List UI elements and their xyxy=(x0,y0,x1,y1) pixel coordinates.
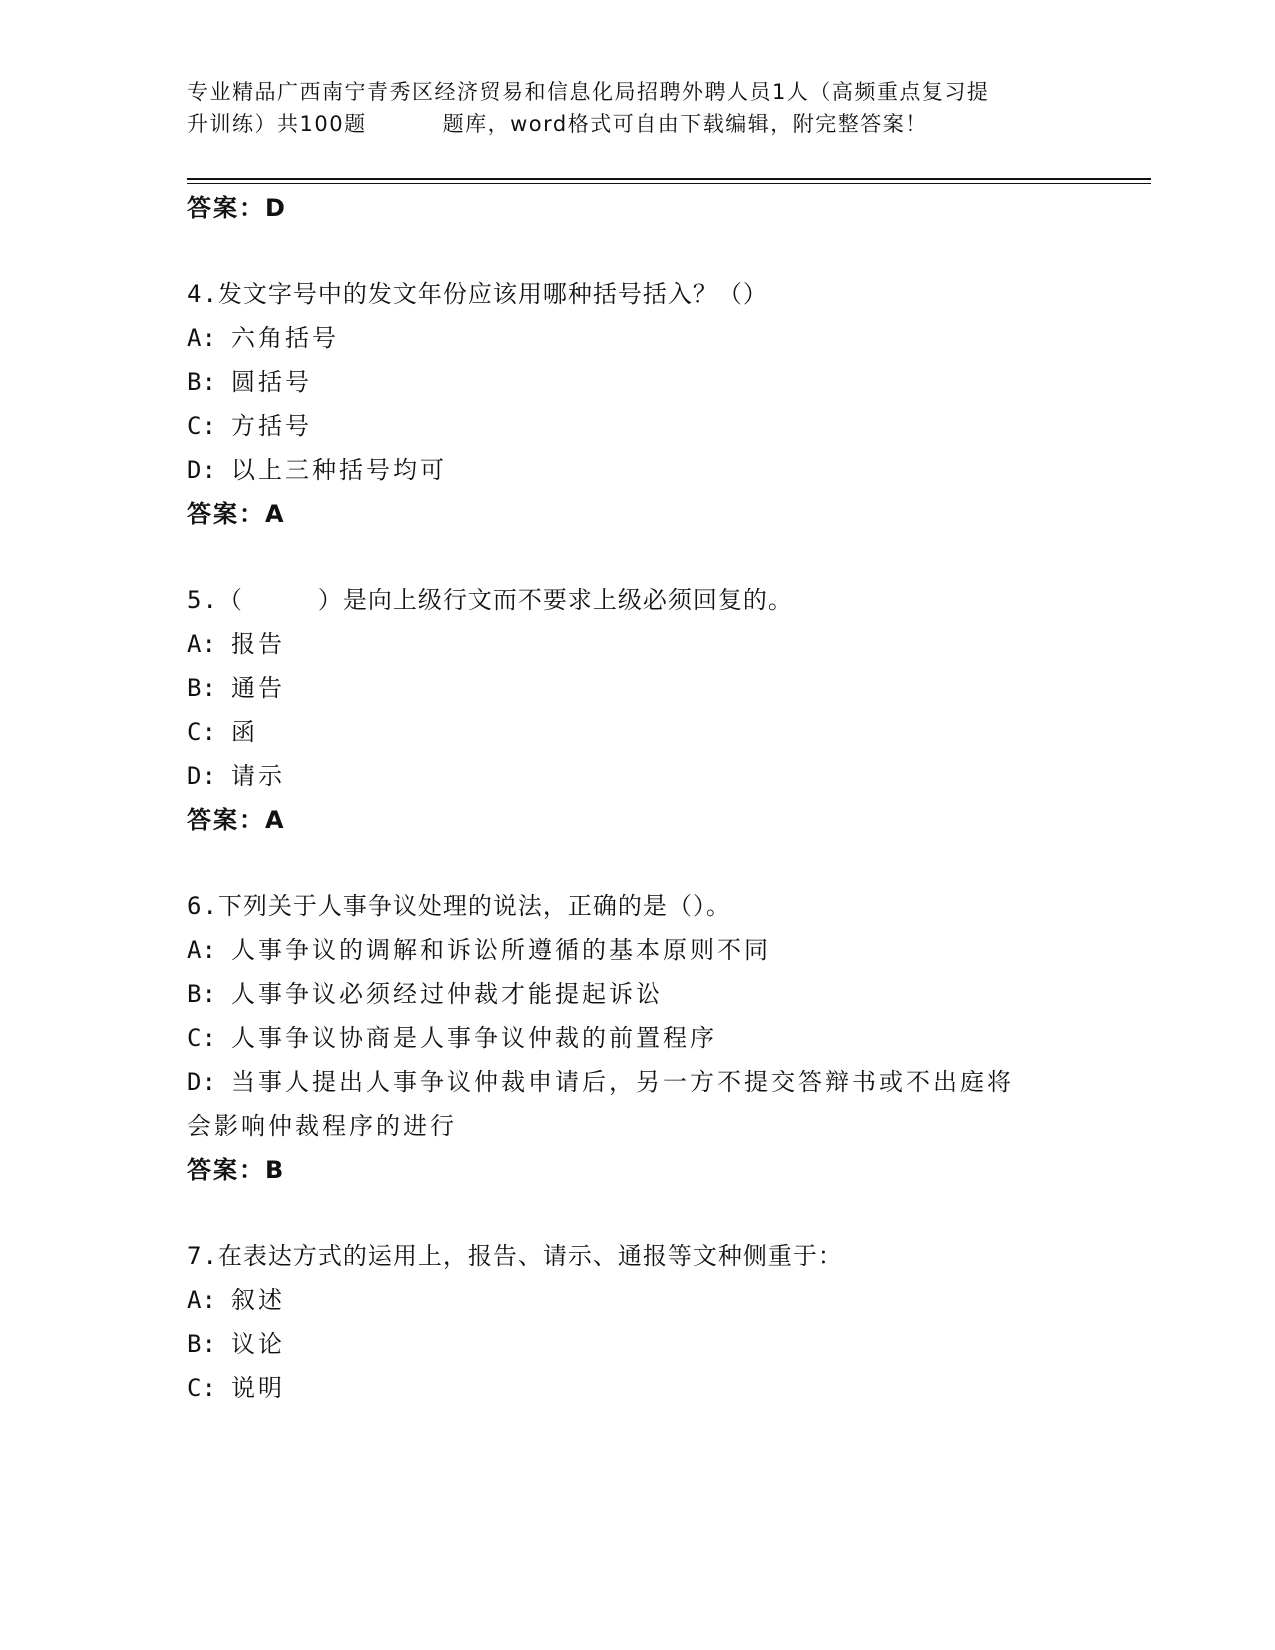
question-5-answer: 答案：A xyxy=(187,806,286,834)
option-text: 人事争议必须经过仲裁才能提起诉讼 xyxy=(231,980,663,1008)
option-letter: A: xyxy=(187,630,216,658)
question-7-option-c xyxy=(187,1368,285,1403)
option-letter: D: xyxy=(187,762,216,790)
page-header xyxy=(187,76,1087,140)
option-text: 当事人提出人事争议仲裁申请后，另一方不提交答辩书或不出庭将 xyxy=(231,1068,1014,1096)
header-title-part-b: 题库，word格式可自由下载编辑，附完整答案！ xyxy=(442,112,928,136)
option-letter: B: xyxy=(187,368,216,396)
option-letter: C: xyxy=(187,718,216,746)
question-4-option-a xyxy=(187,318,339,353)
question-4-stem: 4.发文字号中的发文年份应该用哪种括号括入？（） xyxy=(187,280,768,308)
answer-previous: 答案：D xyxy=(187,194,287,222)
header-divider-thin xyxy=(187,183,1151,184)
option-letter: C: xyxy=(187,1024,216,1052)
option-text: 人事争议协商是人事争议仲裁的前置程序 xyxy=(231,1024,717,1052)
option-text: 六角括号 xyxy=(231,324,339,352)
option-text: 请示 xyxy=(231,762,285,790)
question-4-option-b xyxy=(187,362,312,397)
option-text: 通告 xyxy=(231,674,285,702)
option-text: 方括号 xyxy=(231,412,312,440)
option-letter: A: xyxy=(187,936,216,964)
question-7-option-a xyxy=(187,1280,285,1315)
option-letter: C: xyxy=(187,1374,216,1402)
option-letter: B: xyxy=(187,980,216,1008)
question-4-answer: 答案：A xyxy=(187,500,286,528)
header-title-line-1: 专业精品广西南宁青秀区经济贸易和信息化局招聘外聘人员1人（高频重点复习提 xyxy=(187,80,990,104)
question-5-stem: 5.（ ）是向上级行文而不要求上级必须回复的。 xyxy=(187,586,793,614)
option-text: 报告 xyxy=(231,630,285,658)
option-letter: D: xyxy=(187,456,216,484)
option-text: 叙述 xyxy=(231,1286,285,1314)
option-text: 议论 xyxy=(231,1330,285,1358)
question-6-option-b xyxy=(187,974,663,1009)
question-7-option-b xyxy=(187,1324,285,1359)
header-title-part-a: 升训练）共100题 xyxy=(187,112,367,136)
header-divider-thick xyxy=(187,178,1151,180)
option-text: 人事争议的调解和诉讼所遵循的基本原则不同 xyxy=(231,936,771,964)
question-5-option-c xyxy=(187,712,258,747)
option-text: 函 xyxy=(231,718,258,746)
question-7-stem: 7.在表达方式的运用上，报告、请示、通报等文种侧重于： xyxy=(187,1242,843,1270)
option-letter: B: xyxy=(187,674,216,702)
question-6-option-d xyxy=(187,1062,1014,1097)
option-text: 说明 xyxy=(231,1374,285,1402)
question-5-option-a xyxy=(187,624,285,659)
question-6-option-d-continuation: 会影响仲裁程序的进行 xyxy=(187,1112,457,1140)
option-letter: A: xyxy=(187,1286,216,1314)
option-letter: D: xyxy=(187,1068,216,1096)
option-letter: B: xyxy=(187,1330,216,1358)
question-6-option-a xyxy=(187,930,771,965)
question-6-answer: 答案：B xyxy=(187,1156,286,1184)
header-title-line-2 xyxy=(187,108,1087,140)
question-4-option-d xyxy=(187,450,447,485)
question-5-option-d xyxy=(187,756,285,791)
option-letter: C: xyxy=(187,412,216,440)
option-letter: A: xyxy=(187,324,216,352)
question-4-option-c xyxy=(187,406,312,441)
question-6-stem: 6.下列关于人事争议处理的说法，正确的是（）。 xyxy=(187,892,731,920)
option-text: 以上三种括号均可 xyxy=(231,456,447,484)
question-5-option-b xyxy=(187,668,285,703)
option-text: 圆括号 xyxy=(231,368,312,396)
question-6-option-c xyxy=(187,1018,717,1053)
